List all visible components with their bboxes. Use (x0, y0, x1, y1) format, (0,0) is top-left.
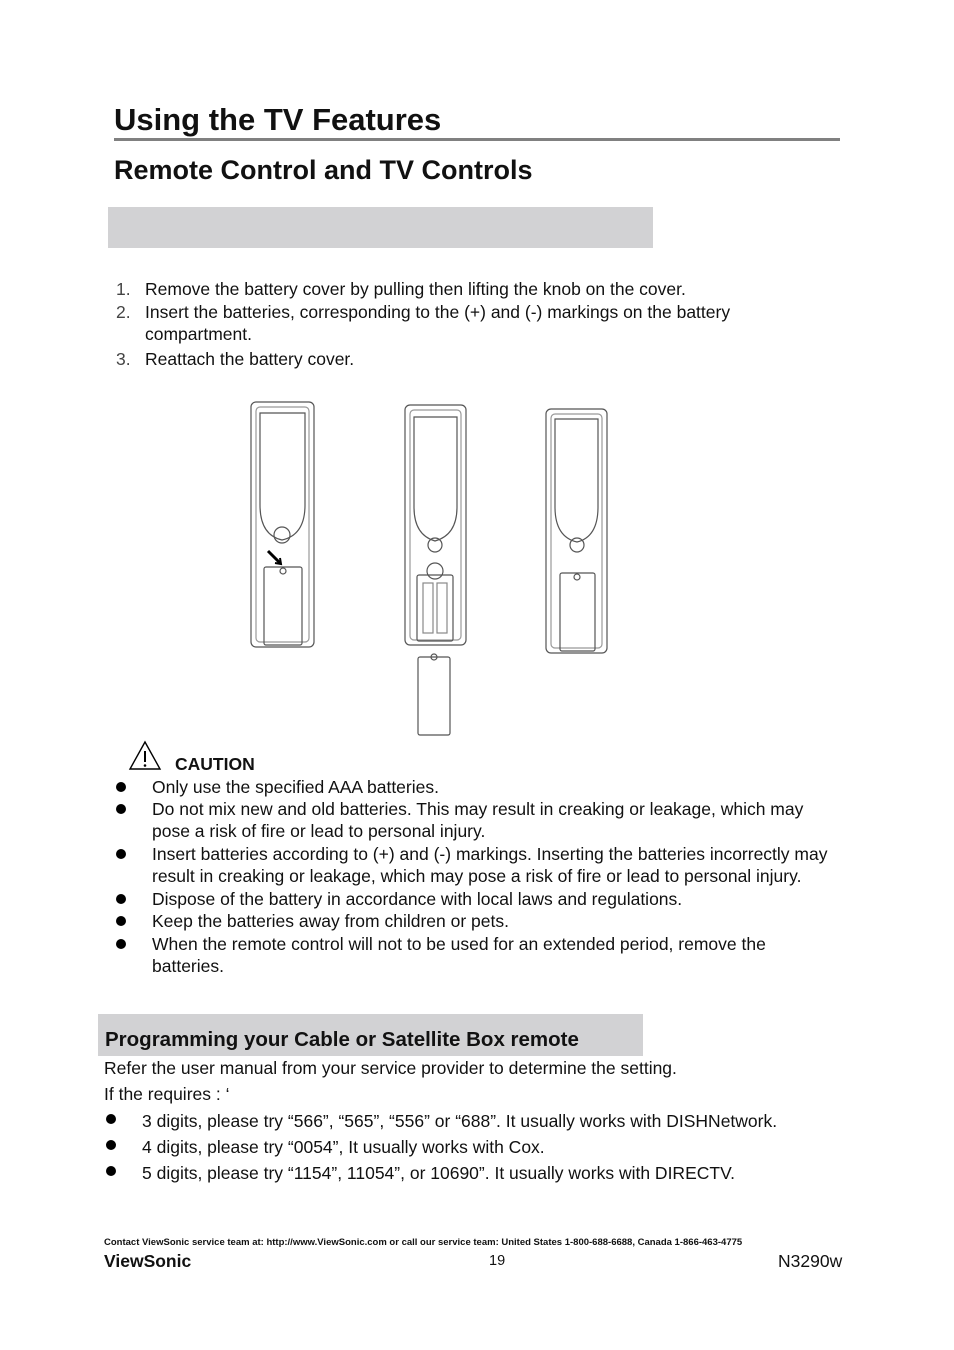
bullet-icon (114, 776, 152, 798)
remote-cover-reattached-illustration (546, 409, 607, 653)
step-number: 2. (116, 302, 131, 322)
caution-list (114, 776, 834, 977)
model-number: N3290w (778, 1251, 843, 1271)
footer-contact: Contact ViewSonic service team at: http://www.ViewSonic.com or call our service team: United States 1-800-688-6688, Canada 1-866-463-4775 (104, 1237, 743, 1248)
caution-text: Do not mix new and old batteries. This may result in creaking or leakage, which may pose a risk of fire or lead to personal injury. (152, 799, 804, 841)
bullet-icon (104, 1134, 142, 1160)
title-divider (114, 138, 840, 141)
footer-brand: ViewSonic (104, 1251, 192, 1271)
caution-text: Dispose of the battery in accordance with local laws and regulations. (152, 889, 683, 909)
remote-cover-removed-illustration (405, 405, 466, 735)
list-item (116, 278, 836, 300)
code-text: 5 digits, please try “1154”, 11054”, or 10690”. It usually works with DIRECTV. (142, 1163, 736, 1183)
bullet-icon (104, 1108, 142, 1134)
caution-label: CAUTION (175, 754, 255, 774)
remote-battery-illustration (240, 395, 620, 740)
battery-steps-list (116, 278, 836, 370)
section-banner (108, 207, 653, 248)
list-item (114, 910, 834, 932)
page-title: Using the TV Features (114, 102, 442, 137)
caution-text: Keep the batteries away from children or pets. (152, 911, 509, 931)
warning-icon (128, 736, 164, 776)
list-item (114, 843, 834, 887)
list-item (104, 1160, 864, 1186)
list-item (114, 798, 834, 842)
step-number: 3. (116, 349, 131, 369)
list-item (116, 301, 836, 345)
list-item (104, 1108, 864, 1134)
caution-text: When the remote control will not to be used for an extended period, remove the batteries. (152, 934, 766, 976)
remote-cover-closed-illustration (251, 402, 314, 647)
code-text: 4 digits, please try “0054”, It usually works with Cox. (142, 1137, 545, 1157)
programming-requires: If the requires : ‘ (104, 1084, 230, 1104)
caution-text: Only use the specified AAA batteries. (152, 777, 439, 797)
page-number: 19 (489, 1253, 506, 1269)
code-list (104, 1108, 864, 1186)
section-title: Remote Control and TV Controls (114, 155, 533, 185)
step-text: Remove the battery cover by pulling then lifting the knob on the cover. (145, 279, 686, 299)
code-text: 3 digits, please try “566”, “565”, “556” or “688”. It usually works with DISHNetwork. (142, 1111, 778, 1131)
step-text: Insert the batteries, corresponding to the (+) and (-) markings on the battery compartment. (145, 302, 731, 344)
programming-intro: Refer the user manual from your service provider to determine the setting. (104, 1058, 677, 1078)
step-number: 1. (116, 279, 131, 299)
caution-text: Insert batteries according to (+) and (-) markings. Inserting the batteries incorrectly may result in creaking or leakage, which may pose a risk of fire or lead to personal injury. (152, 844, 828, 886)
bullet-icon (114, 933, 152, 977)
list-item (114, 776, 834, 798)
list-item (116, 348, 836, 370)
list-item (114, 888, 834, 910)
list-item (104, 1134, 864, 1160)
bullet-icon (114, 843, 152, 887)
bullet-icon (114, 910, 152, 932)
bullet-icon (114, 798, 152, 842)
bullet-icon (114, 888, 152, 910)
programming-title: Programming your Cable or Satellite Box remote (105, 1028, 579, 1051)
bullet-icon (104, 1160, 142, 1186)
step-text: Reattach the battery cover. (145, 349, 355, 369)
list-item (114, 933, 834, 977)
